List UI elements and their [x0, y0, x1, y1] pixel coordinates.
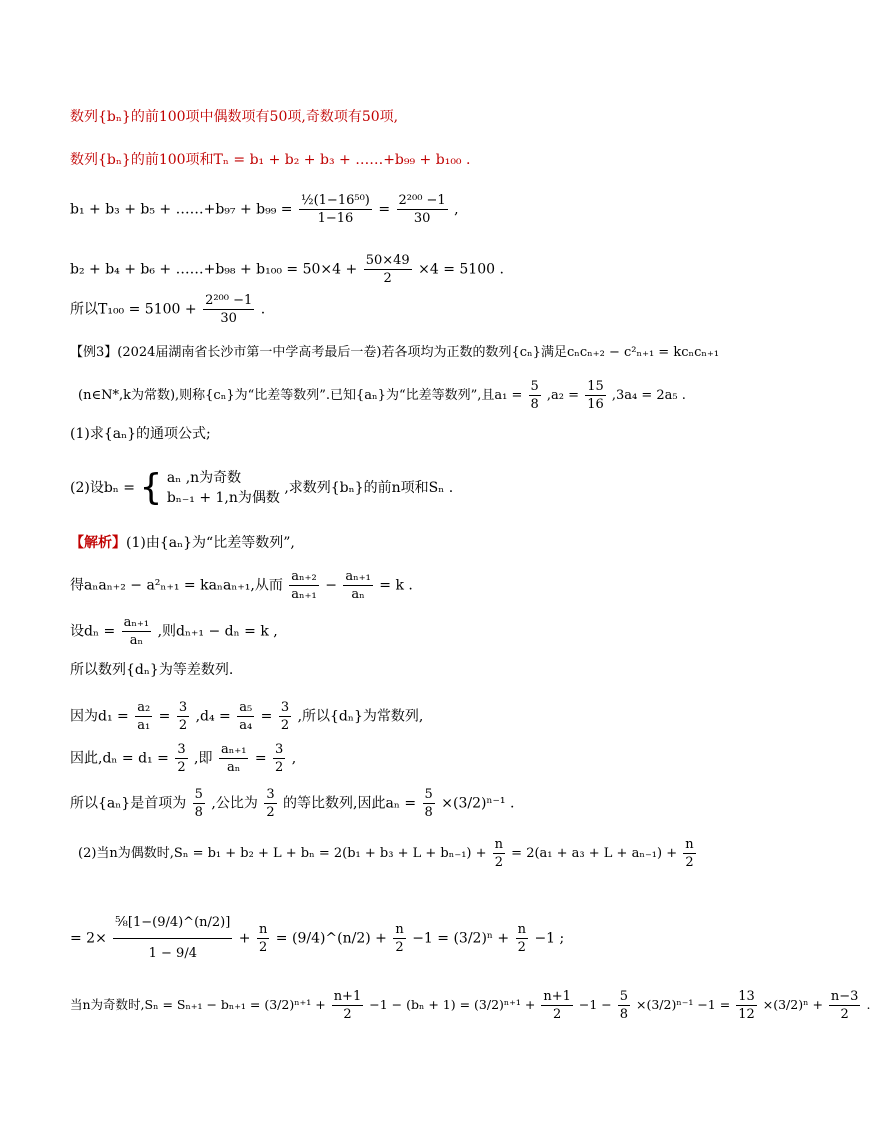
- numerator: ½(1−16⁵⁰): [300, 193, 370, 208]
- formula-text: = 2(a₁ + a₃ + L + aₙ₋₁) +: [511, 846, 678, 861]
- denominator: 8: [530, 397, 539, 412]
- numerator: n: [685, 837, 694, 852]
- formula-text: 所以T₁₀₀ = 5100 +: [70, 301, 197, 318]
- piecewise-cases: [167, 468, 280, 508]
- fraction: [736, 988, 757, 1023]
- numerator: aₙ₊₂: [291, 569, 317, 584]
- numerator: n: [517, 922, 526, 937]
- denominator: aₙ: [351, 587, 365, 602]
- fraction: [219, 741, 248, 776]
- formula-text: −1 = (3/2)ⁿ +: [412, 930, 510, 947]
- numerator: 13: [738, 989, 755, 1004]
- numerator: 15: [587, 379, 604, 394]
- numerator: 5: [530, 379, 539, 394]
- formula-text: = (9/4)^(n/2) +: [275, 930, 387, 947]
- numerator: 2²⁰⁰ −1: [398, 193, 446, 208]
- numerator: 3: [177, 742, 186, 757]
- fraction: [529, 378, 541, 413]
- fraction: [273, 741, 285, 776]
- fraction: [423, 786, 435, 821]
- fraction: [135, 699, 152, 734]
- formula-text: −1 ;: [534, 930, 565, 947]
- fraction: [343, 568, 372, 603]
- fraction: [397, 192, 448, 227]
- formula-text: −1 −: [578, 997, 612, 1012]
- formula-text: (1)由{aₙ}为“比差等数列”,: [126, 535, 295, 551]
- denominator: 2: [552, 1007, 562, 1022]
- case-odd: aₙ ,n为奇数: [166, 470, 242, 486]
- numerator: aₙ₊₁: [220, 742, 247, 757]
- formula-line: [78, 378, 686, 413]
- formula-text: .: [260, 301, 266, 318]
- numerator: aₙ₊₁: [345, 569, 371, 584]
- formula-line: [70, 192, 459, 227]
- fraction: [299, 192, 372, 227]
- denominator: 12: [738, 1007, 755, 1022]
- formula-text: 的等比数列,因此aₙ =: [283, 795, 417, 812]
- formula-text: 因为d₁ =: [70, 708, 129, 725]
- fraction: [364, 252, 412, 287]
- formula-text: ,3a₄ = 2a₅ .: [611, 388, 686, 403]
- numerator: n: [494, 837, 504, 852]
- formula-line: [70, 468, 453, 508]
- fraction: [585, 378, 606, 413]
- denominator: 2: [840, 1007, 849, 1022]
- fraction: [493, 836, 505, 871]
- denominator: 2: [178, 718, 188, 733]
- formula-text: 当n为奇数时,Sₙ = Sₙ₊₁ − bₙ₊₁ = (3/2)ⁿ⁺¹ +: [70, 997, 326, 1012]
- denominator: a₄: [239, 718, 253, 733]
- formula-text: −1 − (bₙ + 1) = (3/2)ⁿ⁺¹ +: [369, 997, 536, 1012]
- numerator: 5: [424, 787, 433, 802]
- fraction: [618, 988, 630, 1023]
- fraction: [203, 292, 254, 327]
- numerator: 5: [194, 787, 203, 802]
- denominator: 30: [413, 211, 431, 226]
- denominator: 8: [424, 805, 433, 820]
- formula-text: ×(3/2)ⁿ +: [762, 997, 823, 1012]
- numerator: a₂: [137, 700, 151, 715]
- text-line: 所以数列{dₙ}为等差数列.: [70, 662, 234, 678]
- formula-text: ,求数列{bₙ}的前n项和Sₙ .: [284, 480, 454, 496]
- numerator: n+1: [543, 989, 571, 1004]
- formula-text: ,即: [194, 750, 213, 767]
- numerator: aₙ₊₁: [123, 615, 150, 630]
- solution-line: [70, 533, 295, 553]
- formula-text: b₂ + b₄ + b₆ + ……+b₉₈ + b₁₀₀ = 50×4 +: [70, 261, 358, 278]
- denominator: aₙ: [226, 760, 241, 775]
- numerator: 5: [619, 989, 629, 1004]
- formula-text: ,所以{dₙ}为常数列,: [297, 708, 424, 725]
- denominator: 8: [194, 805, 203, 820]
- denominator: 1 − 9/4: [148, 946, 197, 961]
- formula-text: =: [158, 708, 171, 725]
- denominator: 16: [587, 397, 604, 412]
- numerator: ⅝[1−(9/4)^(n/2)]: [113, 908, 232, 939]
- question-1: (1)求{aₙ}的通项公式;: [70, 426, 211, 442]
- formula-text: ×4 = 5100 .: [418, 261, 504, 278]
- analysis-tag: 【解析】: [70, 535, 126, 551]
- formula-line: [70, 988, 870, 1023]
- denominator: 2: [177, 760, 186, 775]
- denominator: 1−16: [317, 211, 354, 226]
- formula-text: =: [260, 708, 273, 725]
- formula-text: ×(3/2)ⁿ⁻¹ .: [441, 795, 515, 812]
- fraction: [193, 786, 205, 821]
- formula-text: +: [238, 930, 251, 947]
- formula-line: [70, 786, 514, 821]
- fraction: [332, 988, 364, 1023]
- fraction: [541, 988, 573, 1023]
- fraction: [393, 921, 405, 956]
- numerator: 3: [275, 742, 284, 757]
- denominator: aₙ: [129, 633, 144, 648]
- formula-text: 设dₙ =: [70, 623, 116, 640]
- case-even: bₙ₋₁ + 1,n为偶数: [166, 490, 280, 506]
- denominator: 8: [619, 1007, 629, 1022]
- fraction: [175, 741, 187, 776]
- denominator: 2: [517, 940, 526, 955]
- formula-text: =: [378, 201, 391, 218]
- numerator: n: [395, 922, 404, 937]
- formula-text: b₁ + b₃ + b₅ + ……+b₉₇ + b₉₉ =: [70, 201, 293, 218]
- denominator: 2: [685, 855, 694, 870]
- text-line: 数列{bₙ}的前100项和Tₙ = b₁ + b₂ + b₃ + ……+b₉₉ + b₁₀₀ .: [70, 152, 471, 168]
- fraction: [279, 699, 291, 734]
- fraction: [289, 568, 318, 603]
- formula-text: 因此,dₙ = d₁ =: [70, 750, 169, 767]
- numerator: 50×49: [365, 253, 410, 268]
- fraction: [113, 908, 232, 969]
- text-line: 数列{bₙ}的前100项中偶数项有50项,奇数项有50项,: [70, 109, 399, 125]
- formula-line: [70, 252, 504, 287]
- formula-line: [70, 614, 278, 649]
- formula-text: ,则dₙ₊₁ − dₙ = k ,: [157, 623, 278, 640]
- formula-text: ,: [454, 201, 459, 218]
- left-brace-icon: {: [139, 467, 163, 508]
- fraction: [264, 786, 276, 821]
- formula-text: ,公比为: [211, 795, 258, 812]
- formula-line: [70, 741, 296, 776]
- denominator: 2: [266, 805, 275, 820]
- fraction: [683, 836, 695, 871]
- formula-text: ,: [291, 750, 297, 767]
- denominator: 2: [259, 940, 268, 955]
- fraction: [257, 921, 269, 956]
- denominator: 2: [343, 1007, 352, 1022]
- formula-line: [70, 908, 564, 969]
- formula-text: (2)当n为偶数时,Sₙ = b₁ + b₂ + L + bₙ = 2(b₁ + b₃ + L + bₙ₋₁) +: [78, 846, 487, 861]
- fraction: [516, 921, 528, 956]
- numerator: n−3: [830, 989, 859, 1004]
- fraction: [122, 614, 151, 649]
- numerator: 2²⁰⁰ −1: [205, 293, 253, 308]
- denominator: 2: [280, 718, 290, 733]
- numerator: n: [258, 922, 268, 937]
- formula-line: [70, 699, 423, 734]
- fraction: [829, 988, 861, 1023]
- formula-text: = 2×: [70, 930, 107, 947]
- denominator: 2: [275, 760, 284, 775]
- formula-text: 所以{aₙ}是首项为: [70, 795, 187, 812]
- fraction: [237, 699, 254, 734]
- denominator: aₙ₊₁: [291, 587, 317, 602]
- denominator: 30: [220, 311, 237, 326]
- formula-text: ×(3/2)ⁿ⁻¹ −1 =: [636, 997, 731, 1012]
- formula-line: [78, 836, 698, 871]
- denominator: 2: [494, 855, 503, 870]
- formula-text: (2)设bₙ =: [70, 480, 136, 496]
- formula-text: (n∈N*,k为常数),则称{cₙ}为“比差等数列”.已知{aₙ}为“比差等数列”,且a₁ =: [78, 388, 523, 403]
- formula-text: = k .: [379, 577, 413, 594]
- formula-text: =: [254, 750, 267, 767]
- formula-text: ,d₄ =: [195, 708, 231, 725]
- denominator: 2: [383, 271, 392, 286]
- numerator: 3: [266, 787, 275, 802]
- formula-line: [70, 568, 413, 603]
- numerator: 3: [280, 700, 290, 715]
- example-heading: 【例3】(2024届湖南省长沙市第一中学高考最后一卷)若各项均为正数的数列{cₙ}满足cₙcₙ₊₂ − c²ₙ₊₁ = kcₙcₙ₊₁: [70, 345, 720, 360]
- denominator: a₁: [137, 718, 151, 733]
- denominator: 2: [395, 940, 404, 955]
- formula-line: [70, 292, 265, 327]
- fraction: [177, 699, 189, 734]
- formula-text: [866, 997, 870, 1012]
- formula-text: ,a₂ =: [546, 388, 580, 403]
- numerator: n+1: [333, 989, 362, 1004]
- formula-text: 得aₙaₙ₊₂ − a²ₙ₊₁ = kaₙaₙ₊₁,从而: [70, 577, 283, 594]
- numerator: a₅: [239, 700, 253, 715]
- numerator: 3: [178, 700, 188, 715]
- formula-text: −: [325, 577, 337, 594]
